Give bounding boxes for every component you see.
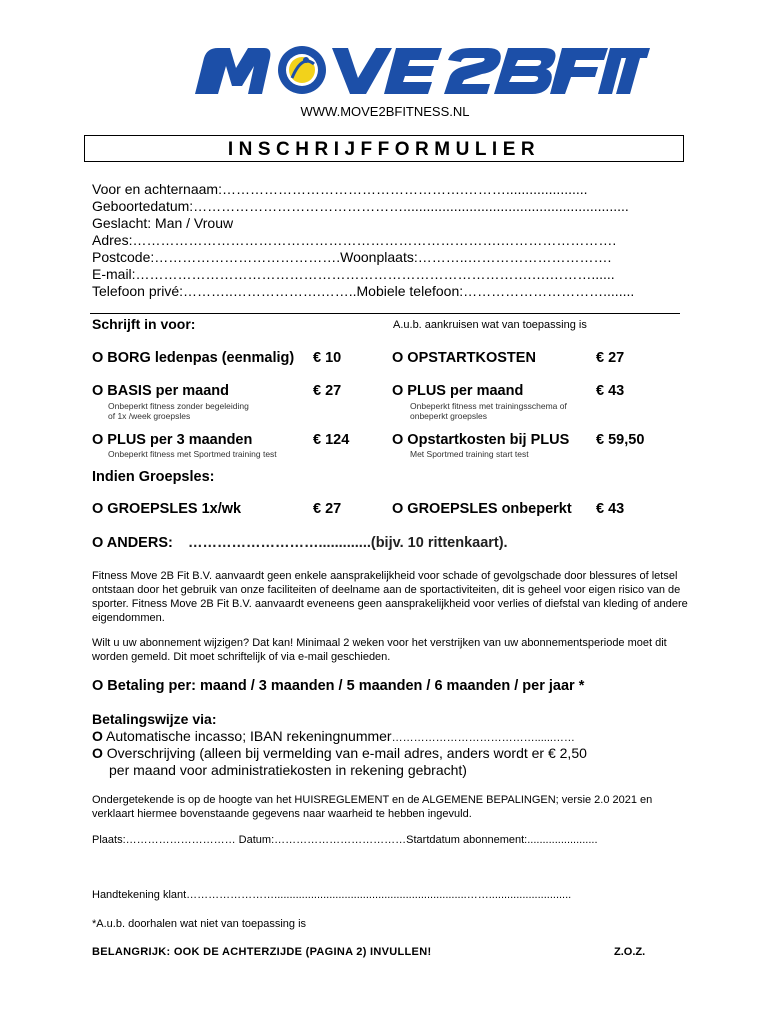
option-opstartkosten-price: € 27 xyxy=(596,350,625,366)
strike-note: *A.u.b. doorhalen wat niet van toepassing is xyxy=(92,918,307,930)
option-opstart-plus-label[interactable]: O Opstartkosten bij PLUS xyxy=(392,432,570,448)
important-notice: BELANGRIJK: OOK DE ACHTERZIJDE (PAGINA 2) INVULLEN! xyxy=(92,946,432,958)
disclaimer-text: Fitness Move 2B Fit B.V. aanvaardt geen enkele aansprakelijkheid voor schade of gevolgschade door blessures of letsel ontstaan door het gebruik van onze faciliteiten of deelname aan de sportactiviteiten, dit is geheel voor eigen risico van de sporter. Fitness Move 2B Fit B.V. aanvaardt eveneens geen aansprakelijkheid voor verlies of diefstal van kleding of andere eigendommen. xyxy=(92,570,688,624)
email-field-line[interactable]: E-mail:………………………………………………………………………….….………...... xyxy=(92,266,615,282)
option-borg-price: € 10 xyxy=(313,350,342,366)
change-notice-text: Wilt u uw abonnement wijzigen? Dat kan! Minimaal 2 weken voor het verstrijken van uw abonnementsperiode moet dit worden gemeld. Dit moet schriftelijk of via e-mail geschieden. xyxy=(92,637,667,663)
option-basis-label[interactable]: O BASIS per maand xyxy=(92,383,229,399)
incasso-checkbox[interactable]: O xyxy=(92,728,103,744)
group-heading: Indien Groepsles: xyxy=(92,469,215,485)
option-groepsles-1x-price: € 27 xyxy=(313,501,342,517)
move2bfit-logo xyxy=(190,44,650,96)
option-groepsles-onbeperkt-label[interactable]: O GROEPSLES onbeperkt xyxy=(392,501,572,517)
website-url: WWW.MOVE2BFITNESS.NL xyxy=(300,104,470,119)
overschrijving-label: Overschrijving (alleen bij vermelding van e-mail adres, anders wordt er € 2,50 xyxy=(106,745,587,761)
option-plus-price: € 43 xyxy=(596,383,625,399)
option-plus-3m-label[interactable]: O PLUS per 3 maanden xyxy=(92,432,253,448)
agreement-text: Ondergetekende is op de hoogte van het HUISREGLEMENT en de ALGEMENE BEPALINGEN; versie 2.0 2021 en verklaart hiermee bovenstaande gegevens naar waarheid te hebben ingevuld. xyxy=(92,794,653,820)
incasso-label: Automatische incasso; IBAN rekeningnummer xyxy=(106,728,392,744)
subscription-heading: Schrijft in voor: xyxy=(92,316,196,332)
payment-method-incasso[interactable] xyxy=(92,728,575,744)
option-groepsles-1x-label[interactable]: O GROEPSLES 1x/wk xyxy=(92,501,242,517)
phone-field-line[interactable]: Telefoon privé:………..……………….……..Mobiele telefoon:…………………………........ xyxy=(92,283,635,299)
postcode-city-field-line[interactable]: Postcode:………………………………….Woonplaats:………..…………………………. xyxy=(92,249,612,265)
name-field-line[interactable]: Voor en achternaam:…………………………………………….………..................... xyxy=(92,181,588,197)
section-divider xyxy=(90,313,680,314)
option-plus-desc: Onbeperkt fitness met trainingsschema of onbeperkt groepsles xyxy=(410,401,567,421)
option-opstart-plus-price: € 59,50 xyxy=(596,432,645,448)
option-opstartkosten-label[interactable]: O OPSTARTKOSTEN xyxy=(392,350,536,366)
iban-field-line[interactable]: …………………………………......…… xyxy=(391,732,575,744)
address-field-line[interactable]: Adres:…………………………………………………………………….……………………. xyxy=(92,232,617,248)
option-plus-label[interactable]: O PLUS per maand xyxy=(392,383,524,399)
option-anders-label[interactable]: O ANDERS: xyxy=(92,535,173,551)
zoz-label: Z.O.Z. xyxy=(614,946,646,958)
form-title: INSCHRIJFFORMULIER xyxy=(84,135,684,162)
payment-period[interactable]: O Betaling per: maand / 3 maanden / 5 maanden / 6 maanden / per jaar * xyxy=(92,678,585,694)
overschrijving-checkbox[interactable]: O xyxy=(92,745,103,761)
payment-method-overschrijving[interactable] xyxy=(92,745,587,761)
subscription-note: A.u.b. aankruisen wat van toepassing is xyxy=(393,319,587,331)
signature-line[interactable]: Handtekening klant……………………...............................................................……........................... xyxy=(92,889,572,901)
place-date-start-line[interactable]: Plaats:………………………… Datum:………………………………Startdatum abonnement:....................... xyxy=(92,834,598,846)
option-anders-line[interactable]: ……………………….............(bijv. 10 rittenkaart). xyxy=(188,535,508,551)
option-plus-3m-desc: Onbeperkt fitness met Sportmed training test xyxy=(108,449,277,459)
birthdate-field-line[interactable]: Geboortedatum:……………………………………….......................................................... xyxy=(92,198,629,214)
option-borg-label[interactable]: O BORG ledenpas (eenmalig) xyxy=(92,350,295,366)
gender-field-line[interactable]: Geslacht: Man / Vrouw xyxy=(92,215,234,231)
overschrijving-continuation: per maand voor administratiekosten in rekening gebracht) xyxy=(109,762,467,778)
option-groepsles-onbeperkt-price: € 43 xyxy=(596,501,625,517)
option-basis-price: € 27 xyxy=(313,383,342,399)
option-opstart-plus-desc: Met Sportmed training start test xyxy=(410,449,529,459)
payment-method-heading: Betalingswijze via: xyxy=(92,711,217,727)
option-plus-3m-price: € 124 xyxy=(313,432,350,448)
option-basis-desc: Onbeperkt fitness zonder begeleiding of 1x /week groepsles xyxy=(108,401,249,421)
